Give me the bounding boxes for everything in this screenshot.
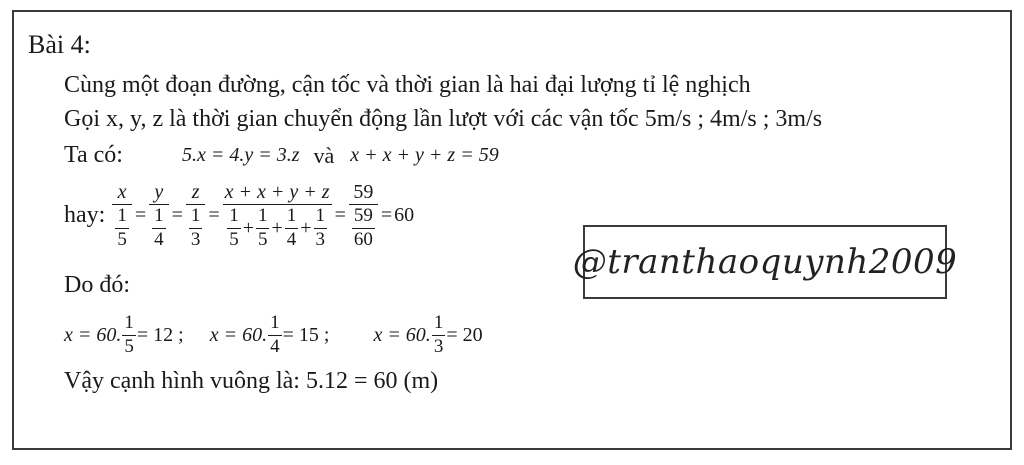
ratio-chain: hay: $\frac{x}{\frac{1}{5}}$ = $\frac{y}{\frac{1}{4}}$ = $\frac{z}{\frac{1}{3}}$ = x + x + y + z $\frac{1}{5}$ + $\frac{1}{5}$ + $\frac{1}{4}$ + $\frac{1}{3}$ = $\frac{59}{\frac{59}{60}}$ = 60 [64, 181, 415, 250]
unit-fraction-den: 4 [286, 228, 297, 250]
unit-fraction [227, 205, 241, 252]
watermark-text: @tranthaoquynh2009 [572, 242, 958, 282]
fraction-z [186, 180, 206, 252]
unit-fraction [285, 205, 299, 252]
fraction-59-num: 59 [349, 180, 378, 205]
plus-sign: + [242, 217, 254, 240]
fraction-x [112, 180, 132, 252]
calc-2-den: 4 [270, 335, 280, 357]
frac-part: 4 [154, 228, 164, 250]
unit-fraction-num: 1 [314, 205, 328, 229]
unit-fraction-den: 5 [257, 228, 268, 250]
frac-part: 60 [353, 228, 373, 250]
calc-2-rhs: = 15 ; [282, 323, 330, 346]
sum-expr: x + x + y + z = 59 [350, 144, 499, 166]
calc-2-lhs: x = 60. [209, 323, 268, 346]
fraction-x-den [115, 205, 129, 252]
calc-3-lhs: x = 60. [373, 323, 431, 346]
fraction-y-den [152, 205, 166, 252]
unit-fraction-num: 1 [256, 205, 270, 229]
calc-3-rhs: = 20 [446, 323, 483, 346]
fraction-x-num: x [112, 180, 132, 205]
calc-3-den: 3 [433, 335, 444, 357]
statement-line-1: Cùng một đoạn đường, cận tốc và thời gian là hai đại lượng tỉ lệ nghịch [64, 72, 751, 98]
fraction-y [149, 180, 169, 252]
fraction-sum-den [223, 205, 332, 252]
unit-fraction-den: 5 [229, 228, 239, 250]
calc-3-num: 1 [432, 312, 446, 336]
problem-title: Bài 4: [28, 30, 91, 59]
given-label: Ta có: [64, 142, 123, 168]
ratio-result: 60 [394, 204, 415, 227]
therefore-label: Do đó: [64, 272, 130, 298]
fraction-z-den [189, 205, 203, 252]
calc-1-lhs: x = 60. [64, 323, 122, 346]
frac-part: 5 [117, 228, 127, 250]
fraction-59 [349, 180, 378, 252]
unit-fraction-den: 3 [315, 228, 326, 250]
conclusion: Vậy cạnh hình vuông là: 5.12 = 60 (m) [64, 368, 439, 394]
frac-part: 1 [189, 205, 203, 229]
unit-fraction [314, 205, 328, 252]
equal-products-expr: 5.x = 4.y = 3.z [182, 144, 300, 166]
unit-fraction [256, 205, 270, 252]
calc-1-num: 1 [122, 312, 136, 336]
frac-part: 1 [115, 205, 129, 229]
unit-fraction-num: 1 [285, 205, 299, 229]
frac-part: 3 [190, 228, 201, 250]
calc-2-num: 1 [268, 312, 282, 336]
fraction-sum [223, 180, 332, 252]
fraction-z-num: z [186, 180, 206, 205]
fraction-59-den [352, 205, 375, 252]
statement-line-2: Gọi x, y, z là thời gian chuyển động lần lượt với các vận tốc 5m/s ; 4m/s ; 3m/s [64, 106, 823, 132]
given-line [64, 142, 499, 169]
calc-row [64, 312, 483, 359]
fraction-y-num: y [149, 180, 169, 205]
plus-sign: + [271, 217, 283, 240]
frac-part: 59 [352, 205, 375, 229]
and-word: và [313, 142, 335, 168]
calc-1-den: 5 [124, 335, 134, 357]
fraction-sum-num: x + x + y + z [224, 181, 330, 203]
unit-fraction-num: 1 [227, 205, 241, 229]
hay-label: hay: [64, 202, 106, 229]
author-watermark [572, 225, 958, 299]
plus-sign: + [300, 217, 312, 240]
calc-1-rhs: = 12 ; [136, 323, 184, 346]
frac-part: 1 [152, 205, 166, 229]
